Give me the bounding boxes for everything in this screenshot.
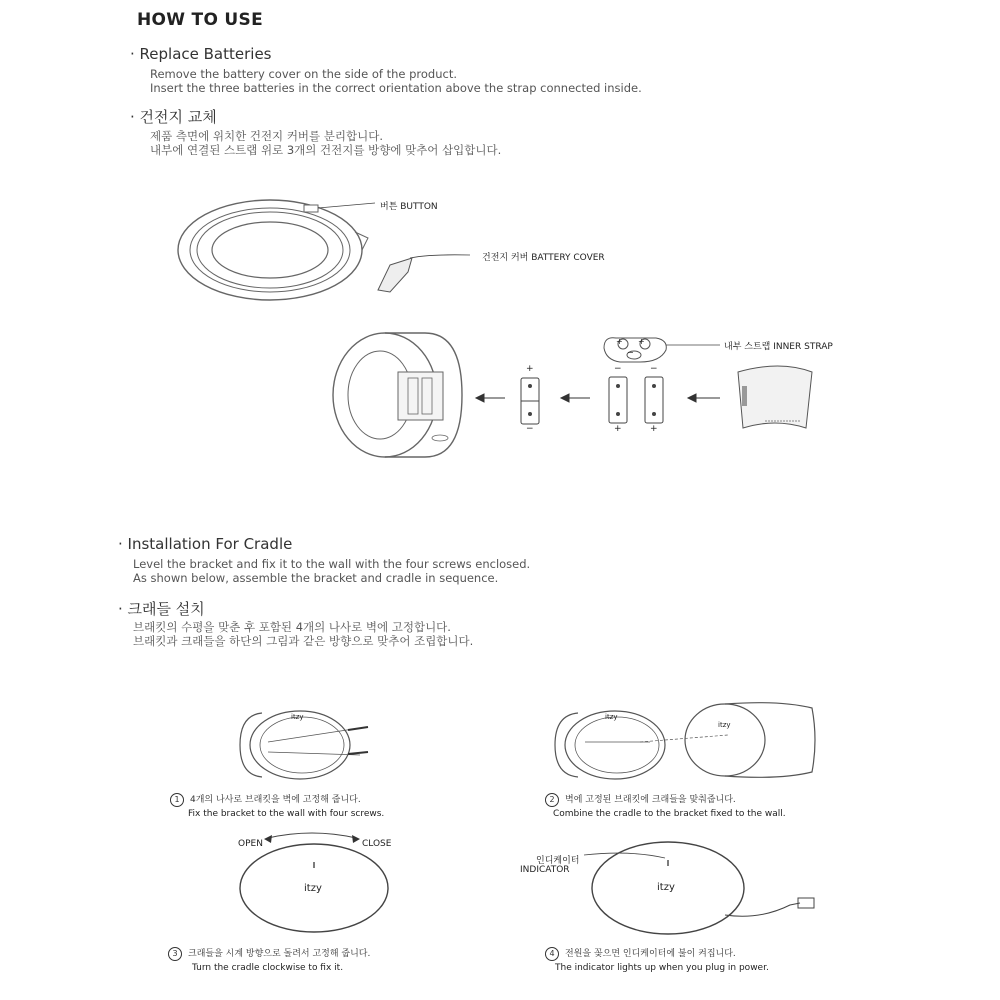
step2-bracket-brand-mark: itzy bbox=[605, 713, 618, 721]
step-2-caption bbox=[545, 792, 786, 819]
open-label: OPEN bbox=[238, 839, 263, 849]
step-2-number: 2 bbox=[545, 793, 559, 807]
replace-batteries-ko-line-1: 제품 측면에 위치한 건전지 커버를 분리합니다. bbox=[150, 129, 384, 143]
cradle-text-line-1: Level the bracket and fix it to the wall with the four screws enclosed. bbox=[133, 557, 531, 571]
cradle-text-ko-line-1: 브래킷의 수평을 맞춘 후 포함된 4개의 나사로 벽에 고정합니다. bbox=[133, 620, 451, 634]
step-2-en: Combine the cradle to the bracket fixed to the wall. bbox=[553, 809, 786, 819]
open-arrow-head bbox=[264, 835, 272, 843]
close-arrow-head bbox=[352, 835, 360, 843]
step-1-caption bbox=[170, 792, 384, 819]
step-4-en: The indicator lights up when you plug in power. bbox=[555, 963, 769, 973]
battery-1-minus-sign: − bbox=[526, 424, 534, 434]
step2-bracket-and-cradle bbox=[555, 703, 815, 779]
replace-batteries-heading-ko: · 건전지 교체 bbox=[130, 108, 217, 126]
indicator-label-ko: 인디케이터 bbox=[536, 856, 580, 866]
battery-3-minus-sign: − bbox=[650, 364, 658, 374]
indicator-label-en: INDICATOR bbox=[520, 865, 570, 875]
page-title: HOW TO USE bbox=[137, 10, 263, 30]
inner-strap-label: 내부 스트랩 INNER STRAP bbox=[724, 342, 833, 352]
replace-batteries-line-1: Remove the battery cover on the side of the product. bbox=[150, 67, 457, 81]
step-4-ko: 전원을 꽂으면 인디케이터에 불이 켜집니다. bbox=[565, 949, 736, 959]
strap-right-plus-sign: + bbox=[638, 337, 645, 346]
battery-cover-label: 건전지 커버 BATTERY COVER bbox=[482, 253, 605, 263]
close-label: CLOSE bbox=[362, 839, 392, 849]
replace-batteries-heading: · Replace Batteries bbox=[130, 45, 272, 63]
battery-2-minus-sign: − bbox=[614, 364, 622, 374]
button-label: 버튼 BUTTON bbox=[380, 202, 438, 212]
battery-3-plus-sign: + bbox=[650, 424, 658, 434]
step1-bracket bbox=[240, 711, 360, 779]
replace-batteries-line-2: Insert the three batteries in the correct orientation above the strap connected inside. bbox=[150, 80, 642, 95]
strap-left-plus-sign: + bbox=[616, 337, 623, 346]
step-1-number: 1 bbox=[170, 793, 184, 807]
cradle-text-line-2: As shown below, assemble the bracket and cradle in sequence. bbox=[133, 570, 499, 585]
battery-2-plus-sign: + bbox=[614, 424, 622, 434]
step4-cradle-disc bbox=[584, 842, 814, 934]
cradle-heading: · Installation For Cradle bbox=[118, 535, 293, 553]
step-4-caption bbox=[545, 946, 769, 973]
strap-minus-sign: − bbox=[627, 348, 634, 357]
step-2-ko: 벽에 고정된 브래킷에 크래들을 맞춰줍니다. bbox=[565, 795, 736, 805]
cradle-text-ko-line-2: 브래킷과 크래들을 하단의 그림과 같은 방향으로 맞추어 조립합니다. bbox=[133, 633, 474, 648]
battery-1-plus-sign: + bbox=[526, 364, 534, 374]
step4-brand-mark: itzy bbox=[657, 882, 675, 893]
step1-screws bbox=[348, 727, 368, 754]
cradle-heading-ko: · 크래들 설치 bbox=[118, 600, 205, 618]
step1-brand-mark: itzy bbox=[291, 713, 304, 721]
step-1-ko: 4개의 나사로 브래킷을 벽에 고정해 줍니다. bbox=[190, 795, 361, 805]
step3-brand-mark: itzy bbox=[304, 883, 322, 894]
step-4-number: 4 bbox=[545, 947, 559, 961]
step-1-en: Fix the bracket to the wall with four screws. bbox=[188, 809, 385, 819]
step-3-caption bbox=[168, 946, 370, 973]
replace-batteries-ko-line-2: 내부에 연결된 스트랩 위로 3개의 건전지를 방향에 맞추어 삽입합니다. bbox=[150, 142, 502, 157]
step-3-number: 3 bbox=[168, 947, 182, 961]
step-3-ko: 크래들을 시계 방향으로 돌려서 고정해 줍니다. bbox=[188, 949, 371, 959]
step-3-en: Turn the cradle clockwise to fix it. bbox=[192, 963, 344, 973]
step2-cradle-brand-mark: itzy bbox=[718, 721, 731, 729]
